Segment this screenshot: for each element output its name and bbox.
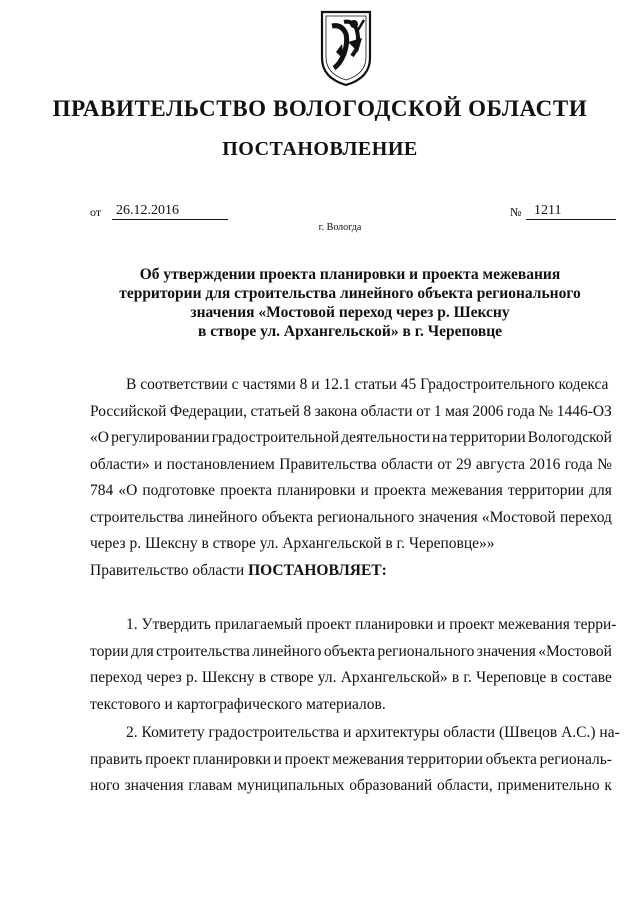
preamble-line <box>90 452 612 479</box>
word: 1 <box>433 402 442 420</box>
word: территории <box>406 750 483 768</box>
word: переход <box>559 508 612 526</box>
word: линейного <box>188 508 258 526</box>
word: значения <box>418 508 478 526</box>
word: в <box>550 669 558 686</box>
word: и <box>360 482 369 499</box>
word: Вологодской <box>527 429 612 446</box>
word: от <box>437 455 452 473</box>
word: на <box>432 429 448 446</box>
word: области <box>360 402 413 420</box>
word: 2006 <box>472 402 504 420</box>
word: ного <box>90 777 120 794</box>
word: линейного <box>252 642 322 660</box>
preamble-line: через р. Шексну в створе ул. Архангельской в г. Череповце»» <box>90 535 495 552</box>
word: Российской <box>90 402 167 420</box>
word: строительства <box>156 642 250 660</box>
word: ул. <box>317 669 337 686</box>
word: межевания <box>332 750 405 768</box>
word: значения <box>476 642 536 660</box>
word: значения <box>124 777 184 794</box>
decree-prefix: Правительство области <box>90 561 249 579</box>
word: проект <box>145 750 191 768</box>
word: 2016 <box>529 455 561 473</box>
word: для <box>589 482 612 499</box>
word: межевания <box>431 482 503 499</box>
word: строительства <box>90 508 184 526</box>
word: планировки <box>192 750 271 768</box>
word: августа <box>475 455 525 473</box>
word: деятельности <box>341 429 431 446</box>
word: составе <box>562 669 612 686</box>
heading-line: в створе ул. Архангельской» в г. Череповце <box>197 323 502 340</box>
item-line: 2. Комитету градостроительства и архитектуры области (Швецов А.С.) на- <box>126 724 620 741</box>
preamble-line <box>90 425 612 452</box>
item-line <box>90 747 612 774</box>
word: области, <box>437 777 493 794</box>
word: проекта <box>373 482 426 499</box>
document-number: 1211 <box>526 203 616 220</box>
heading-line: значения «Мостовой переход через р. Шексну <box>190 304 510 321</box>
preamble-line <box>90 505 612 532</box>
word: Правительства <box>279 455 377 473</box>
word: 8 <box>303 402 312 420</box>
word: проект <box>284 750 330 768</box>
word: Архангельской» <box>340 669 448 686</box>
word: в <box>258 669 267 686</box>
document-date: 26.12.2016 <box>112 203 228 220</box>
issue-city: г. Вологда <box>318 222 362 233</box>
word: территории <box>507 482 585 499</box>
word: «Мостовой <box>481 508 556 526</box>
word: «О <box>118 482 138 499</box>
word: территории <box>449 429 526 446</box>
word: г. <box>463 669 472 686</box>
word: № <box>597 455 612 473</box>
spacer <box>90 584 612 612</box>
preamble-line <box>90 478 612 505</box>
word: регулировании <box>111 429 210 446</box>
word: главам <box>188 777 233 794</box>
item-line: текстового и картографического материалов. <box>90 695 386 713</box>
word: года <box>564 455 593 473</box>
heading-line: Об утверждении проекта планировки и проекта межевания <box>139 266 561 283</box>
word: к <box>604 777 612 794</box>
word: править <box>90 750 143 768</box>
word: 1446-ОЗ <box>556 402 612 420</box>
number-prefix: № <box>510 205 522 219</box>
word: в <box>451 669 460 686</box>
word: от <box>416 402 431 420</box>
word: статьей <box>250 402 300 420</box>
word: области <box>381 455 433 473</box>
word: объекта <box>323 642 376 660</box>
word: закона <box>314 402 358 420</box>
document-body <box>90 372 620 800</box>
word: регионального <box>377 642 475 660</box>
word: 784 <box>90 482 114 499</box>
word: проекта <box>220 482 273 499</box>
word: «Мостовой <box>538 642 612 660</box>
word: планировки <box>277 482 356 499</box>
word: региональ- <box>539 750 612 768</box>
government-title: ПРАВИТЕЛЬСТВО ВОЛОГОДСКОЙ ОБЛАСТИ <box>52 96 588 121</box>
word: тории <box>90 642 129 660</box>
preamble-line <box>90 399 612 426</box>
word: области» <box>90 455 150 473</box>
word: 29 <box>456 455 472 473</box>
word: муниципальных <box>237 777 345 794</box>
word: объекта <box>261 508 313 526</box>
word: постановлением <box>166 455 275 473</box>
word: Череповце <box>476 669 547 686</box>
preamble-line: В соответствии с частями 8 и 12.1 статьи 45 Градостроительного кодекса <box>126 376 609 393</box>
document-type: ПОСТАНОВЛЕНИЕ <box>222 138 418 160</box>
word: р. <box>186 669 198 686</box>
item-line: 1. Утвердить прилагаемый проект планировки и проект межевания терри- <box>126 616 617 633</box>
word: переход <box>90 669 142 686</box>
word: регионального <box>317 508 415 526</box>
item-line <box>90 665 612 692</box>
word: для <box>131 642 154 660</box>
date-prefix: от <box>90 205 102 219</box>
item-line <box>90 773 612 800</box>
decree-line <box>90 558 612 585</box>
word: № <box>538 402 554 420</box>
decree-verb: ПОСТАНОВЛЯЕТ: <box>248 561 387 579</box>
word: мая <box>445 402 469 420</box>
item-line <box>90 639 612 666</box>
word: применительно <box>497 777 600 794</box>
word: створе <box>270 669 314 686</box>
word: и <box>153 455 163 473</box>
word: года <box>506 402 535 420</box>
word: Шексну <box>201 669 255 686</box>
word: подготовке <box>142 482 216 499</box>
heading-line: территории для строительства линейного объекта регионального <box>119 285 581 302</box>
coat-of-arms-icon <box>318 8 374 88</box>
word: Федерации, <box>169 402 247 420</box>
word: образований <box>349 777 433 794</box>
word: «О <box>90 429 109 446</box>
word: объекта <box>485 750 537 768</box>
word: градостроительной <box>211 429 340 446</box>
document-heading <box>90 265 610 341</box>
word: и <box>273 750 282 768</box>
word: через <box>146 669 182 686</box>
